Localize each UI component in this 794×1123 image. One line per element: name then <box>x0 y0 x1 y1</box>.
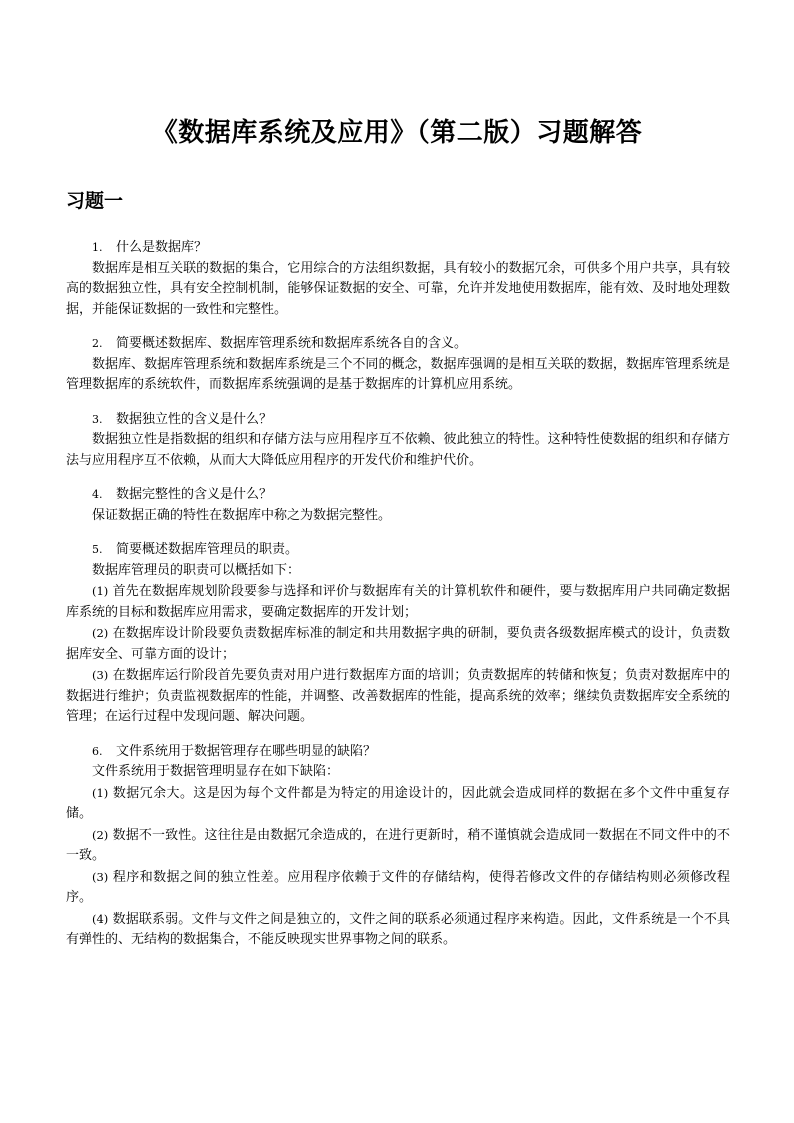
question-text: 数据完整性的含义是什么？ <box>116 487 273 502</box>
answer-list-item <box>66 867 730 909</box>
list-item-text: 在数据库运行阶段首先要负责对用户进行数据库方面的培训；负责数据库的转储和恢复；负责对数据库中的数据进行维护；负责监视数据库的性能，并调整、改善数据库的性能，提高系统的效率；继续负责数据库安全系统的管理；在运行过程中发现问题、解决问题。 <box>66 668 730 724</box>
list-marker: (3) <box>92 869 109 884</box>
list-marker: (1) <box>92 785 109 800</box>
question <box>66 742 730 763</box>
question-text: 文件系统用于数据管理存在哪些明显的缺陷？ <box>116 743 377 759</box>
list-marker: (3) <box>92 668 109 682</box>
list-marker: (2) <box>92 626 109 640</box>
answer: 数据独立性是指数据的组织和存储方法与应用程序互不依赖、彼此独立的特性。这种特性使数据的组织和存储方法与应用程序互不依赖，从而大大降低应用程序的开发代价和维护代价。 <box>66 432 730 468</box>
answer: 数据库管理员的职责可以概括如下： <box>92 562 301 578</box>
list-item-text: 程序和数据之间的独立性差。应用程序依赖于文件的存储结构，使得若修改文件的存储结构则必须修改程序。 <box>66 869 730 905</box>
answer-list-item <box>66 623 730 665</box>
list-item-text: 数据冗余大。这是因为每个文件都是为特定的用途设计的，因此就会造成同样的数据在多个文件中重复存储。 <box>66 785 730 821</box>
question <box>66 410 730 431</box>
document-title: 《数据库系统及应用》（第二版）习题解答 <box>151 118 643 148</box>
answer-list-item <box>66 581 730 623</box>
answer-list-item <box>66 909 730 951</box>
question <box>66 485 730 506</box>
question-text: 简要概述数据库管理员的职责。 <box>116 542 299 557</box>
qa-item <box>66 410 730 472</box>
qa-item <box>66 238 730 320</box>
list-marker: (2) <box>92 827 109 842</box>
qa-item <box>66 485 730 526</box>
answer: 数据库、数据库管理系统和数据库系统是三个不同的概念，数据库强调的是相互关联的数据，数据库管理系统是管理数据库的系统软件，而数据库系统强调的是基于数据库的计算机应用系统。 <box>66 356 730 392</box>
list-item-text: 数据不一致性。这往往是由数据冗余造成的，在进行更新时，稍不谨慎就会造成同一数据在不同文件中的不一致。 <box>66 827 730 863</box>
qa-item <box>66 334 730 396</box>
question-number: 5. <box>92 543 103 556</box>
question-text: 简要概述数据库、数据库管理系统和数据库系统各自的含义。 <box>116 336 468 351</box>
answer: 文件系统用于数据管理明显存在如下缺陷： <box>92 764 340 779</box>
question <box>66 540 730 561</box>
qa-item <box>66 742 730 951</box>
answer: 保证数据正确的特性在数据库中称之为数据完整性。 <box>92 507 392 523</box>
answer-list-item <box>66 825 730 867</box>
question-number: 6. <box>92 744 103 758</box>
question-text: 数据独立性的含义是什么？ <box>116 411 273 427</box>
list-marker: (4) <box>92 911 109 926</box>
answer: 数据库是相互关联的数据的集合，它用综合的方法组织数据，具有较小的数据冗余，可供多个用户共享，具有较高的数据独立性，具有安全控制机制，能够保证数据的安全、可靠，允许并发地使用数据库，能有效、及时地处理数据，并能保证数据的一致性和完整性。 <box>66 260 730 317</box>
question-number: 4. <box>92 488 103 501</box>
question-number: 1. <box>92 241 103 254</box>
question <box>66 334 730 355</box>
question-number: 2. <box>92 337 103 350</box>
qa-item <box>66 540 730 728</box>
question-number: 3. <box>92 412 103 426</box>
answer-list-item <box>66 665 730 728</box>
section-heading: 习题一 <box>66 190 124 212</box>
qa-list <box>66 238 730 965</box>
list-item-text: 首先在数据库规划阶段要参与选择和评价与数据库有关的计算机软件和硬件，要与数据库用户共同确定数据库系统的目标和数据库应用需求，要确定数据库的开发计划； <box>66 584 730 620</box>
list-item-text: 数据联系弱。文件与文件之间是独立的，文件之间的联系必须通过程序来构造。因此，文件系统是一个不具有弹性的、无结构的数据集合，不能反映现实世界事物之间的联系。 <box>66 911 730 947</box>
question-text: 什么是数据库？ <box>116 240 208 255</box>
answer-list-item <box>66 783 730 825</box>
question <box>66 238 730 259</box>
list-marker: (1) <box>92 584 109 598</box>
list-item-text: 在数据库设计阶段要负责数据库标准的制定和共用数据字典的研制，要负责各级数据库模式的设计，负责数据库安全、可靠方面的设计； <box>66 626 730 662</box>
